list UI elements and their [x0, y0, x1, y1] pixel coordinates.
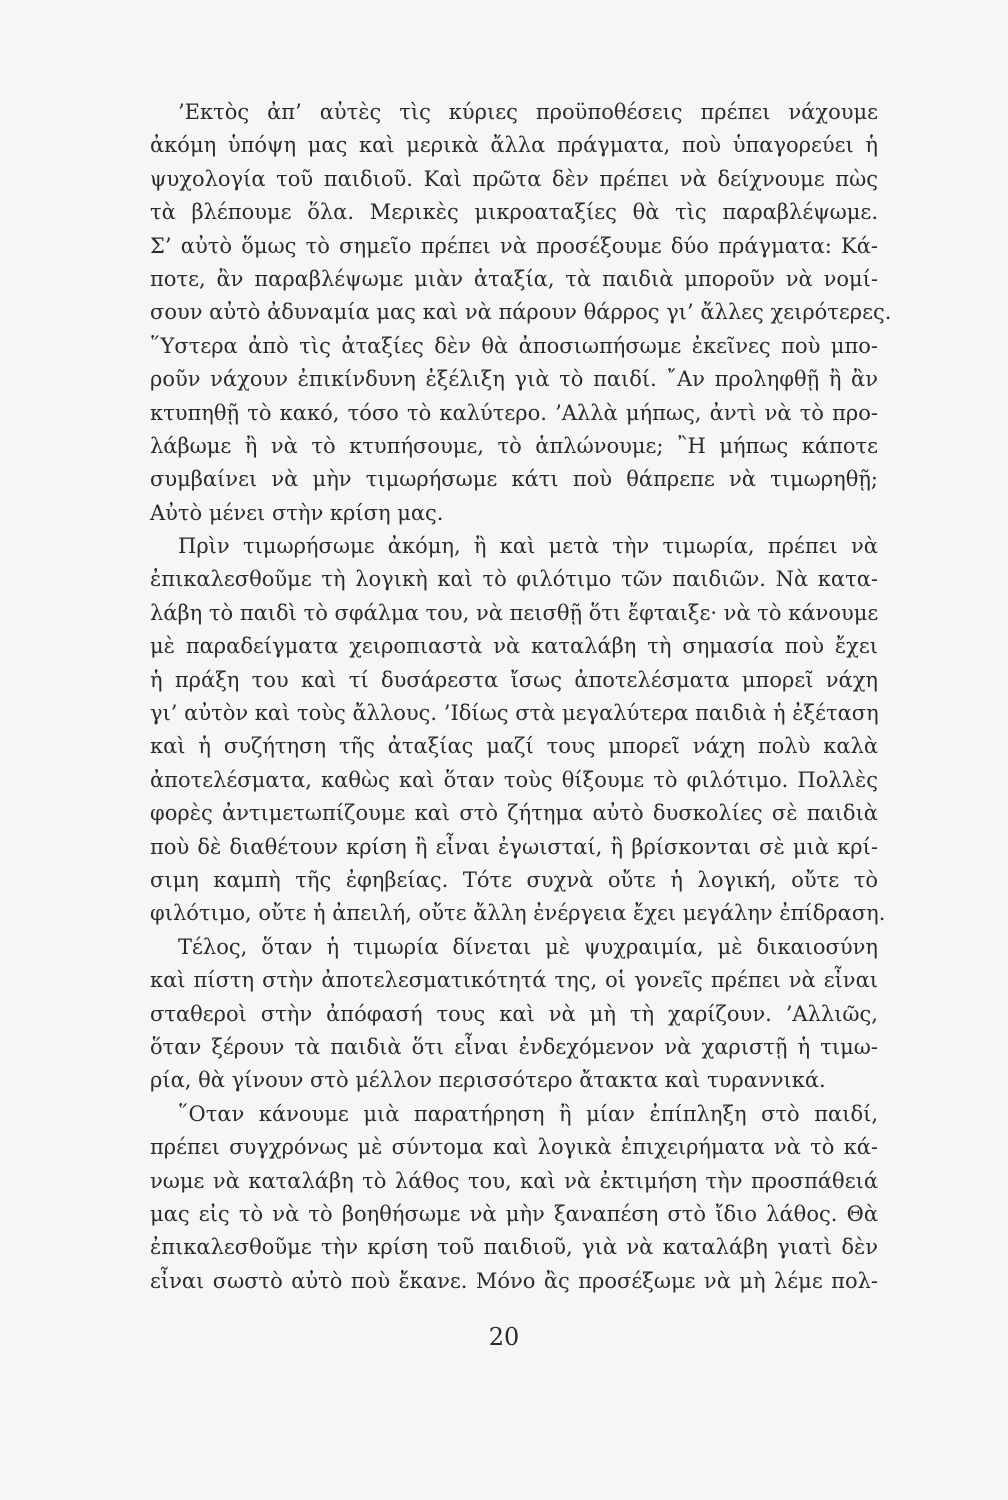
text-line: πρέπει συγχρόνως μὲ σύντομα καὶ λογικὰ ἐπιχειρήματα νὰ τὸ κά- — [150, 1135, 878, 1160]
text-line: γι’ αὐτὸν καὶ τοὺς ἄλλους. ’Ιδίως στὰ μεγαλύτερα παιδιὰ ἡ ἐξέταση — [150, 701, 879, 726]
text-line: λάβωμε ἢ νὰ τὸ κτυπήσουμε, τὸ ἁπλώνουμε; ῍Η μήπως κάποτε — [150, 433, 878, 458]
text-line: Πρὶν τιμωρήσωμε ἀκόμη, ἢ καὶ μετὰ τὴν τιμωρία, πρέπει νὰ — [178, 534, 878, 559]
text-line: εἶναι σωστὸ αὐτὸ ποὺ ἔκανε. Μόνο ἂς προσέξωμε νὰ μὴ λέμε πολ- — [150, 1268, 878, 1293]
text-line: μας εἰς τὸ νὰ τὸ βοηθήσωμε νὰ μὴν ξαναπέση στὸ ἴδιο λάθος. Θὰ — [150, 1201, 878, 1226]
text-line: φορὲς ἀντιμετωπίζουμε καὶ στὸ ζήτημα αὐτὸ δυσκολίες σὲ παιδιὰ — [150, 801, 878, 826]
text-line: ἐπικαλεσθοῦμε τὴν κρίση τοῦ παιδιοῦ, γιὰ νὰ καταλάβη γιατὶ δὲν — [150, 1235, 878, 1260]
text-line: μὲ παραδείγματα χειροπιαστὰ νὰ καταλάβη τὴ σημασία ποὺ ἔχει — [150, 634, 878, 659]
text-line: καὶ πίστη στὴν ἀποτελεσματικότητά της, οἱ γονεῖς πρέπει νὰ εἶναι — [150, 968, 878, 993]
text-line: σιμη καμπὴ τῆς ἐφηβείας. Τότε συχνὰ οὔτε ἡ λογική, οὔτε τὸ — [150, 867, 878, 892]
text-line: λάβη τὸ παιδὶ τὸ σφάλμα του, νὰ πεισθῇ ὅτι ἔφταιξε· νὰ τὸ κάνουμε — [150, 600, 879, 625]
text-line: ἀκόμη ὑπόψη μας καὶ μερικὰ ἄλλα πράγματα, ποὺ ὑπαγορεύει ἡ — [150, 133, 878, 158]
text-line: Σ’ αὐτὸ ὅμως τὸ σημεῖο πρέπει νὰ προσέξουμε δύο πράγματα: Κά- — [150, 233, 878, 258]
text-line: ποὺ δὲ διαθέτουν κρίση ἢ εἶναι ἐγωισταί, ἢ βρίσκονται σὲ μιὰ κρί- — [150, 834, 878, 859]
text-line: καὶ ἡ συζήτηση τῆς ἀταξίας μαζί τους μπορεῖ νάχη πολὺ καλὰ — [150, 734, 878, 759]
body-text — [150, 96, 892, 1298]
text-line: κτυπηθῇ τὸ κακό, τόσο τὸ καλύτερο. ’Αλλὰ μήπως, ἀντὶ νὰ τὸ προ- — [150, 400, 878, 425]
text-line: συμβαίνει νὰ μὴν τιμωρήσωμε κάτι ποὺ θάπρεπε νὰ τιμωρηθῇ; — [150, 467, 878, 492]
text-line: ποτε, ἂν παραβλέψωμε μιὰν ἀταξία, τὰ παιδιὰ μποροῦν νὰ νομί- — [150, 266, 878, 291]
text-line: ῞Οταν κάνουμε μιὰ παρατήρηση ἢ μίαν ἐπίπληξη στὸ παιδί, — [178, 1101, 878, 1126]
text-line: ’Εκτὸς ἀπ’ αὐτὲς τὶς κύριες προϋποθέσεις πρέπει νάχουμε — [178, 100, 878, 124]
text-line: ψυχολογία τοῦ παιδιοῦ. Καὶ πρῶτα δὲν πρέπει νὰ δείχνουμε πὼς — [150, 166, 878, 191]
text-line: σουν αὐτὸ ἀδυναμία μας καὶ νὰ πάρουν θάρρος γι’ ἄλλες χειρότερες. — [150, 300, 892, 325]
text-line: ἐπικαλεσθοῦμε τὴ λογικὴ καὶ τὸ φιλότιμο τῶν παιδιῶν. Νὰ κατα- — [150, 567, 878, 592]
text-line: νωμε νὰ καταλάβη τὸ λάθος του, καὶ νὰ ἐκτιμήση τὴν προσπάθειά — [150, 1168, 878, 1193]
text-line: Αὐτὸ μένει στὴν κρίση μας. — [150, 500, 444, 525]
text-line: φιλότιμο, οὔτε ἡ ἀπειλή, οὔτε ἄλλη ἐνέργεια ἔχει μεγάλην ἐπίδραση. — [150, 901, 886, 926]
text-line: ρία, θὰ γίνουν στὸ μέλλον περισσότερο ἄτακτα καὶ τυραννικά. — [150, 1068, 826, 1093]
text-line: ἀποτελέσματα, καθὼς καὶ ὅταν τοὺς θίξουμε τὸ φιλότιμο. Πολλὲς — [150, 767, 878, 792]
text-line: Τέλος, ὅταν ἡ τιμωρία δίνεται μὲ ψυχραιμία, μὲ δικαιοσύνη — [178, 934, 878, 959]
text-line: ροῦν νάχουν ἐπικίνδυνη ἐξέλιξη γιὰ τὸ παιδί. ῎Αν προληφθῇ ἢ ἂν — [150, 367, 878, 392]
text-line: σταθεροὶ στὴν ἀπόφασή τους καὶ νὰ μὴ τὴ χαρίζουν. ’Αλλιῶς, — [150, 1001, 878, 1026]
page-number: 20 — [488, 1323, 520, 1351]
text-line: ῞Υστερα ἀπὸ τὶς ἀταξίες δὲν θὰ ἀποσιωπήσωμε ἐκεῖνες ποὺ μπο- — [150, 333, 878, 358]
text-line: τὰ βλέπουμε ὅλα. Μερικὲς μικροαταξίες θὰ τὶς παραβλέψωμε. — [150, 200, 878, 225]
text-line: ὅταν ξέρουν τὰ παιδιὰ ὅτι εἶναι ἐνδεχόμενον νὰ χαριστῇ ἡ τιμω- — [150, 1034, 878, 1059]
text-line: ἡ πράξη του καὶ τί δυσάρεστα ἴσως ἀποτελέσματα μπορεῖ νάχη — [150, 667, 878, 692]
